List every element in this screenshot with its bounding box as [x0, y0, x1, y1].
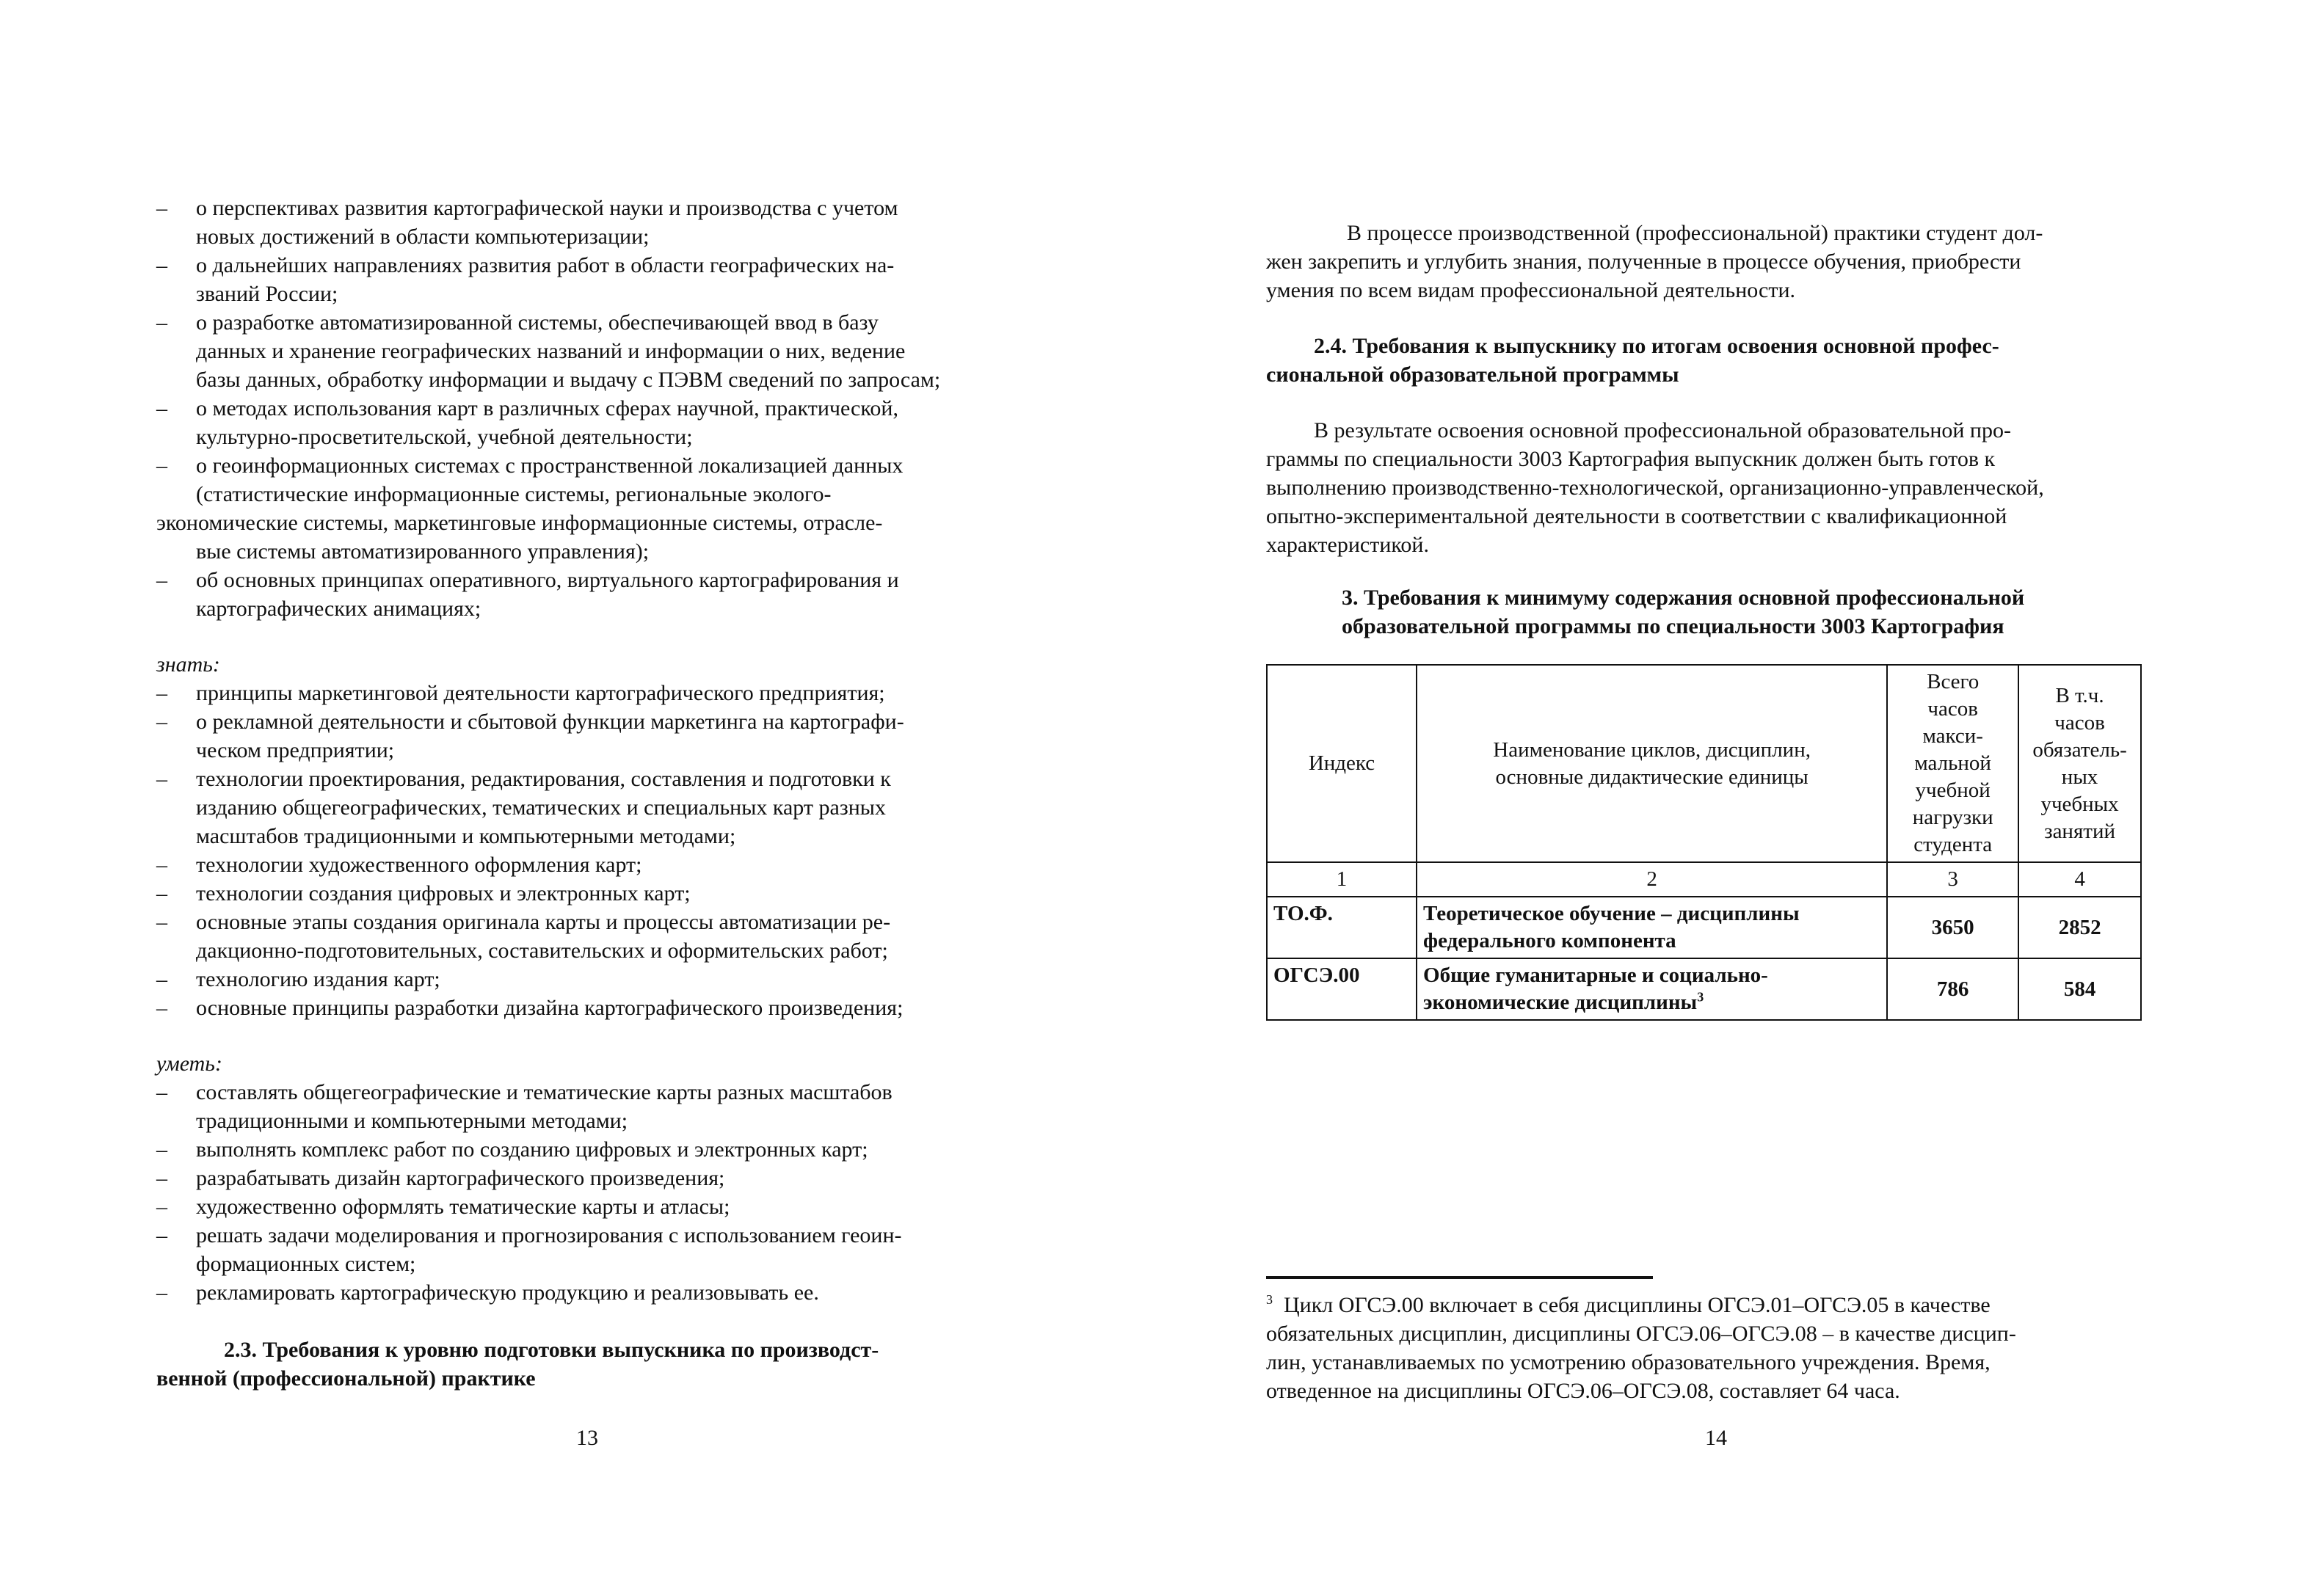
row-name-text: Теоретическое обучение – дисциплины: [1423, 902, 1800, 925]
table-colnum-row: [1267, 862, 2141, 897]
section-2-4-heading-cont: сиональной образовательной программы: [1266, 362, 1679, 387]
bullet-dash: –: [156, 681, 167, 705]
row-name-line: Общие гуманитарные и социально-: [1423, 963, 1768, 987]
znat-heading: знать:: [156, 652, 220, 677]
bullet-dash: –: [156, 196, 167, 220]
row-name: [1417, 897, 1887, 958]
row-mandatory: 584: [2018, 958, 2141, 1020]
section-2-3-heading-cont: венной (профессиональной) практике: [156, 1366, 536, 1391]
text-line: основные этапы создания оригинала карты и процессы автоматизации ре-: [196, 910, 891, 934]
row-total: 3650: [1887, 897, 2018, 958]
colnum-cell: 4: [2018, 862, 2141, 897]
colnum-cell: 3: [1887, 862, 2018, 897]
table-row: [1267, 958, 2141, 1020]
text-line: технологии художественного оформления карт;: [196, 853, 642, 877]
page-number: 14: [1705, 1426, 1727, 1450]
text-line: о рекламной деятельности и сбытовой функции маркетинга на картографи-: [196, 710, 904, 734]
text-line: решать задачи моделирования и прогнозирования с использованием геоин-: [196, 1223, 902, 1247]
page-number: 13: [576, 1426, 598, 1450]
text-line: традиционными и компьютерными методами;: [196, 1109, 628, 1133]
text-line: рекламировать картографическую продукцию и реализовывать ее.: [196, 1280, 819, 1305]
bullet-dash: –: [156, 568, 167, 592]
text-line: данных и хранение географических названий и информации о них, ведение: [196, 339, 906, 363]
row-name-line: федерального компонента: [1423, 929, 1676, 952]
footnote-line: обязательных дисциплин, дисциплины ОГСЭ.06–ОГСЭ.08 – в качестве дисцип-: [1266, 1322, 2016, 1346]
text-line: новых достижений в области компьютеризации;: [196, 225, 650, 249]
text-line: вые системы автоматизированного управления);: [196, 539, 650, 564]
intro-line: умения по всем видам профессиональной деятельности.: [1266, 278, 1795, 302]
section-2-4-heading: 2.4. Требования к выпускнику по итогам освоения основной профес-: [1314, 334, 1999, 358]
header-line: макси-: [1922, 724, 1983, 748]
bullet-dash: –: [156, 1137, 167, 1162]
umet-heading: уметь:: [156, 1052, 222, 1076]
bullet-dash: –: [156, 910, 167, 934]
text-line: экономические системы, маркетинговые информационные системы, отрасле-: [156, 511, 883, 535]
colnum-cell: 1: [1267, 862, 1417, 897]
bullet-dash: –: [156, 967, 167, 991]
row-index: ТО.Ф.: [1267, 897, 1417, 958]
header-line: учебной: [1915, 779, 1991, 802]
bullet-dash: –: [156, 767, 167, 791]
text-line: масштабов традиционными и компьютерными методами;: [196, 824, 736, 848]
header-total: [1887, 665, 2018, 862]
section-2-4-line: опытно-экспериментальной деятельности в соответствии с квалификационной: [1266, 504, 2007, 528]
header-line: нагрузки: [1912, 806, 1993, 829]
row-name-line: [1423, 989, 1880, 1016]
bullet-dash: –: [156, 453, 167, 478]
header-line: Всего: [1927, 670, 1980, 693]
footnote-ref: 3: [1697, 989, 1704, 1005]
bullet-dash: –: [156, 1080, 167, 1104]
bullet-dash: –: [156, 1195, 167, 1219]
header-index: Индекс: [1267, 665, 1417, 862]
text-line: художественно оформлять тематические карты и атласы;: [196, 1195, 730, 1219]
text-line: о геоинформационных системах с пространственной локализацией данных: [196, 453, 904, 478]
header-name: [1417, 665, 1887, 862]
header-line: учебных: [2040, 792, 2119, 816]
text-line: званий России;: [196, 282, 338, 306]
header-line: обязатель-: [2032, 737, 2127, 762]
text-line: технологии создания цифровых и электронных карт;: [196, 881, 691, 906]
section-3-heading-cont: образовательной программы по специальности 3003 Картография: [1342, 614, 2004, 638]
text-line: о дальнейших направлениях развития работ в области географических на-: [196, 253, 895, 277]
header-line: часов: [1927, 697, 1978, 721]
line-text: о перспективах развития картографической науки и производства с учетом: [196, 196, 898, 220]
text-line: картографических анимациях;: [196, 597, 481, 621]
bullet-dash: –: [156, 996, 167, 1020]
header-name-line: основные дидактические единицы: [1495, 765, 1808, 789]
bullet-dash: –: [156, 853, 167, 877]
text-line: базы данных, обработку информации и выдачу с ПЭВМ сведений по запросам;: [196, 368, 941, 392]
footnote-rule: [1266, 1276, 1653, 1279]
section-2-4-line: граммы по специальности 3003 Картография выпускник должен быть готов к: [1266, 447, 1996, 471]
header-line: В т.ч.: [2055, 683, 2104, 707]
row-name: [1417, 958, 1887, 1020]
footnote-mark: 3: [1266, 1292, 1273, 1307]
text-line: разрабатывать дизайн картографического произведения;: [196, 1166, 725, 1190]
text-line: [196, 194, 1036, 222]
text-line: изданию общегеографических, тематических и специальных карт разных: [196, 795, 886, 820]
text-line: основные принципы разработки дизайна картографического произведения;: [196, 996, 904, 1020]
section-3-heading: 3. Требования к минимуму содержания основной профессиональной: [1342, 586, 2025, 610]
section-2-3-heading: 2.3. Требования к уровню подготовки выпускника по производст-: [224, 1338, 879, 1362]
footnote-line: отведенное на дисциплины ОГСЭ.06–ОГСЭ.08, составляет 64 часа.: [1266, 1379, 1900, 1403]
bullet-dash: –: [156, 310, 167, 335]
intro-line: жен закрепить и углубить знания, полученные в процессе обучения, приобрести: [1266, 249, 2021, 274]
footnote-text: Цикл ОГСЭ.00 включает в себя дисциплины ОГСЭ.01–ОГСЭ.05 в качестве: [1284, 1293, 1991, 1317]
footnote-line: [1266, 1291, 1991, 1319]
text-line: дакционно-подготовительных, составительских и оформительских работ;: [196, 939, 888, 963]
text-line: составлять общегеографические и тематические карты разных масштабов: [196, 1080, 893, 1104]
text-line: о разработке автоматизированной системы, обеспечивающей ввод в базу: [196, 310, 879, 335]
text-line: формационных систем;: [196, 1252, 416, 1276]
text-line: (статистические информационные системы, региональные эколого-: [196, 482, 832, 506]
bullet-dash: –: [156, 1166, 167, 1190]
text-line: выполнять комплекс работ по созданию цифровых и электронных карт;: [196, 1137, 868, 1162]
footnote-line: лин, устанавливаемых по усмотрению образовательного учреждения. Время,: [1266, 1350, 1991, 1374]
bullet-dash: –: [156, 253, 167, 277]
table-header-row: [1267, 665, 2141, 862]
header-name-line: Наименование циклов, дисциплин,: [1493, 737, 1811, 762]
text-line: культурно-просветительской, учебной деятельности;: [196, 425, 693, 449]
section-2-4-line: В результате освоения основной профессиональной образовательной про-: [1314, 418, 2011, 442]
bullet-dash: –: [156, 1280, 167, 1305]
row-index: ОГСЭ.00: [1267, 958, 1417, 1020]
colnum-cell: 2: [1417, 862, 1887, 897]
header-line: ных: [2061, 765, 2098, 789]
row-name-line: [1423, 900, 1880, 928]
text-line: технологию издания карт;: [196, 967, 440, 991]
text-line: о методах использования карт в различных сферах научной, практической,: [196, 396, 898, 420]
row-total: 786: [1887, 958, 2018, 1020]
header-line: занятий: [2044, 819, 2116, 843]
header-line: студента: [1913, 833, 1993, 856]
curriculum-table: [1266, 664, 2142, 1021]
bullet-dash: –: [156, 710, 167, 734]
table-row: [1267, 897, 2141, 958]
intro-line: В процессе производственной (профессиональной) практики студент дол-: [1347, 221, 2043, 245]
bullet-dash: –: [156, 396, 167, 420]
section-2-4-line: характеристикой.: [1266, 533, 1429, 557]
text-line: об основных принципах оперативного, виртуального картографирования и: [196, 568, 899, 592]
header-mandatory: [2018, 665, 2141, 862]
bullet-dash: –: [156, 881, 167, 906]
section-2-4-line: выполнению производственно-технологической, организационно-управленческой,: [1266, 475, 2044, 500]
header-line: мальной: [1914, 751, 1991, 775]
row-mandatory: 2852: [2018, 897, 2141, 958]
text-line: принципы маркетинговой деятельности картографического предприятия;: [196, 681, 885, 705]
bullet-dash: –: [156, 1223, 167, 1247]
text-line: технологии проектирования, редактирования, составления и подготовки к: [196, 767, 891, 791]
text-line: ческом предприятии;: [196, 738, 395, 762]
row-name-text: экономические дисциплины: [1423, 991, 1698, 1014]
header-line: часов: [2054, 710, 2105, 735]
